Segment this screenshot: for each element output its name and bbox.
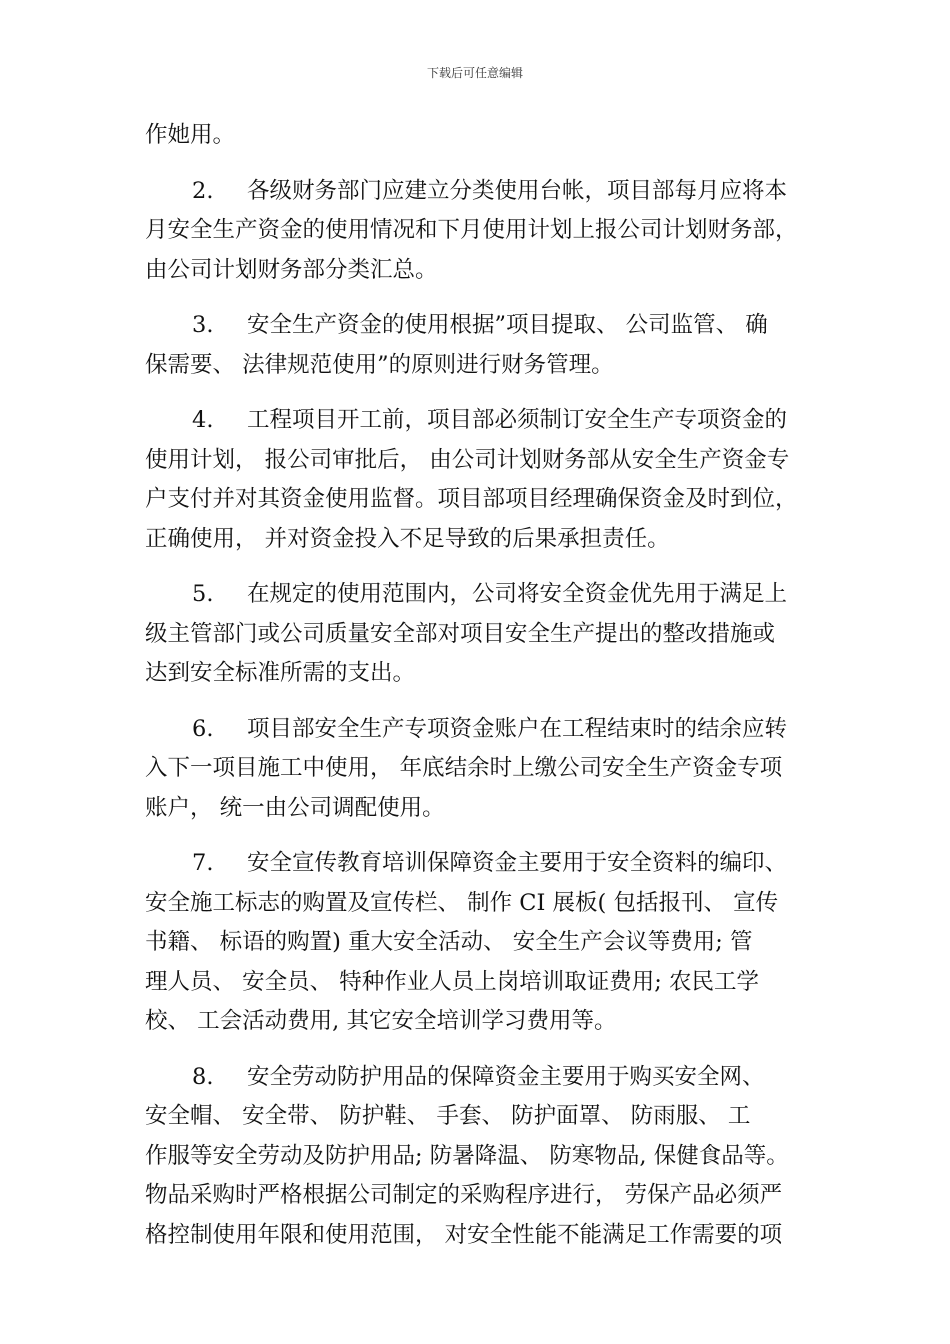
- page-header: 下载后可任意编辑: [426, 66, 523, 80]
- paragraph-line: 月安全生产资金的使用情况和下月使用计划上报公司计划财务部，: [145, 217, 798, 243]
- paragraph-first-line: [145, 1058, 810, 1098]
- paragraph-first-line: [145, 401, 810, 441]
- paragraph-0: [145, 116, 810, 156]
- paragraph-line: 项目部安全生产专项资金账户在工程结束时的结余应转: [247, 715, 788, 742]
- paragraph-first-line: [145, 172, 810, 212]
- paragraph-line: 作服等安全劳动及防护用品; 防暑降温、 防寒物品, 保健食品等。: [145, 1142, 789, 1169]
- paragraph-line: 级主管部门或公司质量安全部对项目安全生产提出的整改措施或: [145, 620, 776, 647]
- paragraph-6: [145, 710, 810, 829]
- paragraph-number: 7.: [192, 850, 214, 876]
- paragraph-number: 2.: [192, 177, 214, 204]
- paragraph-line: 安全施工标志的购置及宣传栏、 制作 CI 展板( 包括报刊、 宣传: [145, 889, 779, 916]
- paragraph-line: 校、 工会活动费用, 其它安全培训学习费用等。: [145, 1008, 617, 1034]
- document-body: [145, 116, 810, 1255]
- paragraph-line: 物品采购时严格根据公司制定的采购程序进行， 劳保产品必须严: [145, 1182, 783, 1208]
- paragraph-7: [145, 844, 810, 1042]
- paragraph-3: [145, 306, 810, 385]
- paragraph-line: 理人员、 安全员、 特种作业人员上岗培训取证费用; 农民工学: [145, 968, 760, 995]
- paragraph-line: 安全宣传教育培训保障资金主要用于安全资料的编印、: [247, 850, 788, 876]
- paragraph-8: [145, 1058, 810, 1256]
- paragraph-number: 3.: [192, 312, 214, 338]
- paragraph-2: [145, 172, 810, 291]
- paragraph-line: 由公司计划财务部分类汇总。: [145, 256, 438, 283]
- paragraph-number: 8.: [192, 1063, 214, 1090]
- paragraph-line: 格控制使用年限和使用范围， 对安全性能不能满足工作需要的项: [145, 1221, 783, 1248]
- paragraph-line: 户支付并对其资金使用监督。项目部项目经理确保资金及时到位，: [145, 486, 798, 512]
- paragraph-line: 安全生产资金的使用根据”项目提取、 公司监管、 确: [247, 312, 768, 338]
- paragraph-line: 保需要、 法律规范使用”的原则进行财务管理。: [145, 351, 614, 378]
- paragraph-number: 5.: [192, 581, 214, 607]
- paragraph-number: 4.: [192, 407, 214, 433]
- paragraph-first-line: [145, 844, 810, 884]
- paragraph-line: 各级财务部门应建立分类使用台帐，项目部每月应将本: [247, 177, 788, 204]
- paragraph-line: 工程项目开工前，项目部必须制订安全生产专项资金的: [247, 407, 788, 433]
- paragraph-4: [145, 401, 810, 559]
- paragraph-first-line: [145, 710, 810, 750]
- paragraph-line: 达到安全标准所需的支出。: [145, 660, 416, 686]
- paragraph-line: 在规定的使用范围内，公司将安全资金优先用于满足上: [247, 581, 788, 607]
- paragraph-line: 安全劳动防护用品的保障资金主要用于购买安全网、: [247, 1063, 765, 1090]
- paragraph-line: 安全帽、 安全带、 防护鞋、 手套、 防护面罩、 防雨服、 工: [145, 1103, 751, 1129]
- paragraph-line: 正确使用， 并对资金投入不足导致的后果承担责任。: [145, 525, 670, 552]
- paragraph-first-line: [145, 306, 810, 346]
- paragraph-first-line: [145, 575, 810, 615]
- paragraph-5: [145, 575, 810, 694]
- paragraph-line: 使用计划， 报公司审批后， 由公司计划财务部从安全生产资金专: [145, 446, 790, 473]
- paragraph-line: 账户， 统一由公司调配使用。: [145, 794, 445, 821]
- paragraph-line: 入下一项目施工中使用， 年底结余时上缴公司安全生产资金专项: [145, 755, 783, 781]
- paragraph-number: 6.: [192, 715, 214, 742]
- paragraph-line: 作她用。: [145, 122, 236, 148]
- paragraph-line: 书籍、 标语的购置) 重大安全活动、 安全生产会议等费用; 管: [145, 929, 753, 955]
